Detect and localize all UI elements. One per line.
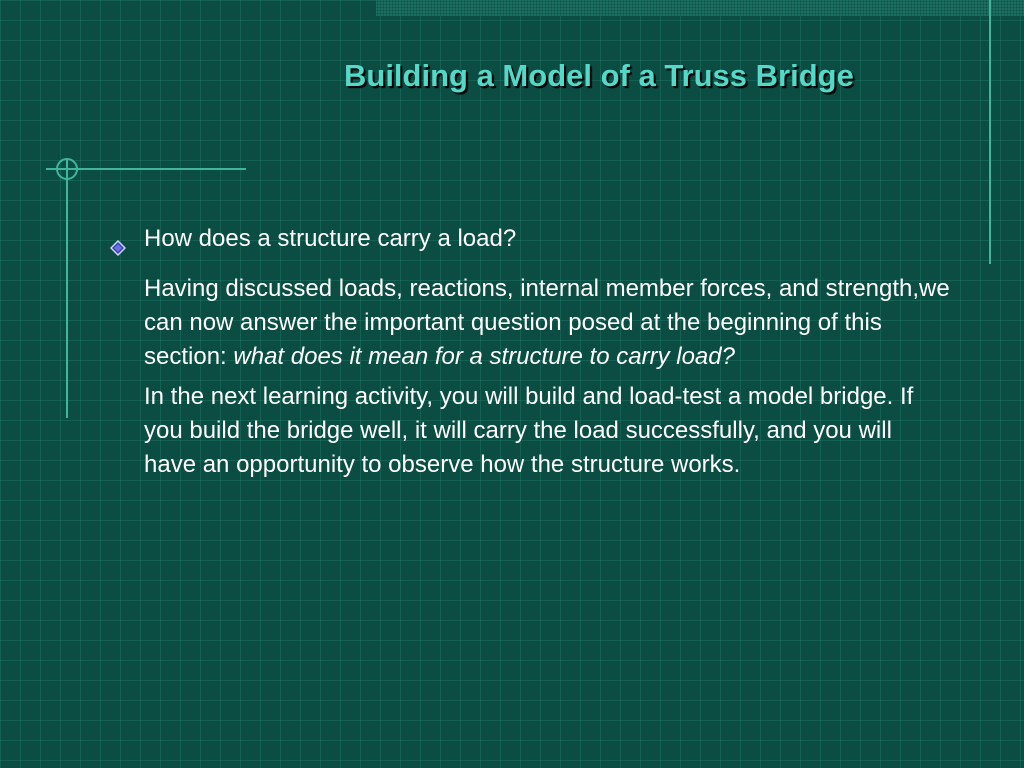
bullet-heading: How does a structure carry a load? (144, 225, 517, 252)
paragraph-discussion-emphasis: what does it mean for a structure to carry load? (233, 343, 735, 370)
slide-body (108, 222, 968, 482)
paragraph-discussion-text: Having discussed loads, reactions, internal member forces, and strength,we can now answer the important question posed at the beginning of this section: (144, 275, 950, 370)
left-vertical-rule (66, 158, 68, 418)
slide-title: Building a Model of a Truss Bridge (344, 58, 854, 93)
diamond-bullet-icon (108, 222, 144, 266)
crosshair-circle-icon (56, 158, 78, 180)
top-decorative-band (376, 0, 1024, 16)
paragraph-discussion (108, 272, 950, 374)
right-vertical-rule (989, 0, 991, 264)
bullet-item (108, 222, 968, 266)
paragraph-activity: In the next learning activity, you will build and load-test a model bridge. If you build the bridge well, it will carry the load successfully, and you will have an opportunity to observe how the structure works. (144, 383, 914, 478)
